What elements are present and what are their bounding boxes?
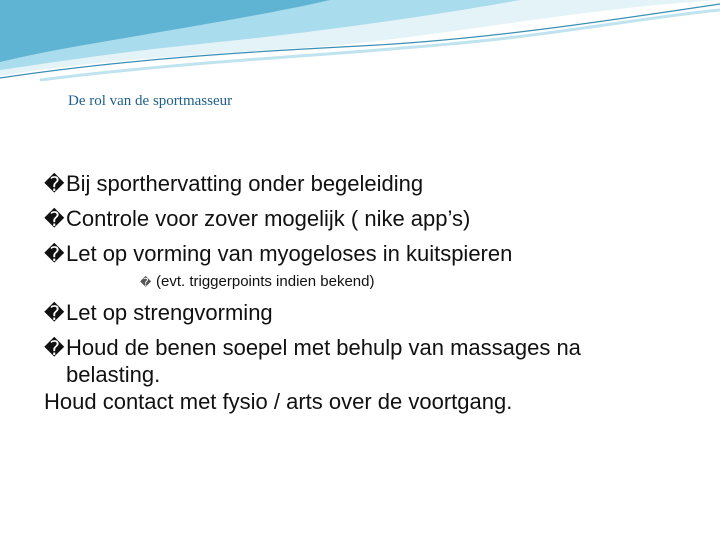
sub-bullet-icon: � [140,277,152,289]
bullet-text: Bij sporthervatting onder begeleiding [66,171,424,196]
bullet-item [44,295,684,330]
bullet-item [44,236,684,271]
plain-text-line: Houd contact met fysio / arts over de voortgang. [44,389,513,414]
bullet-icon: � [44,174,65,196]
sub-bullet-item [44,267,684,297]
bullet-text: Let op strengvorming [66,300,273,325]
bullet-list [44,166,684,419]
header-wave-decoration [0,0,720,90]
bullet-icon: � [44,244,65,266]
bullet-icon: � [44,338,65,360]
slide-title: De rol van de sportmasseur [68,93,233,109]
bullet-icon: � [44,209,65,231]
bullet-text: Let op vorming van myogeloses in kuitspieren [66,241,513,266]
bullet-item [44,166,684,201]
bullet-text: Houd de benen soepel met behulp van massages na [66,335,581,360]
bullet-icon: � [44,303,65,325]
bullet-continuation: belasting. [66,362,161,387]
sub-bullet-text: (evt. triggerpoints indien bekend) [156,273,375,290]
bullet-item [44,201,684,236]
bullet-text: Controle voor zover mogelijk ( nike app’s) [66,206,471,231]
